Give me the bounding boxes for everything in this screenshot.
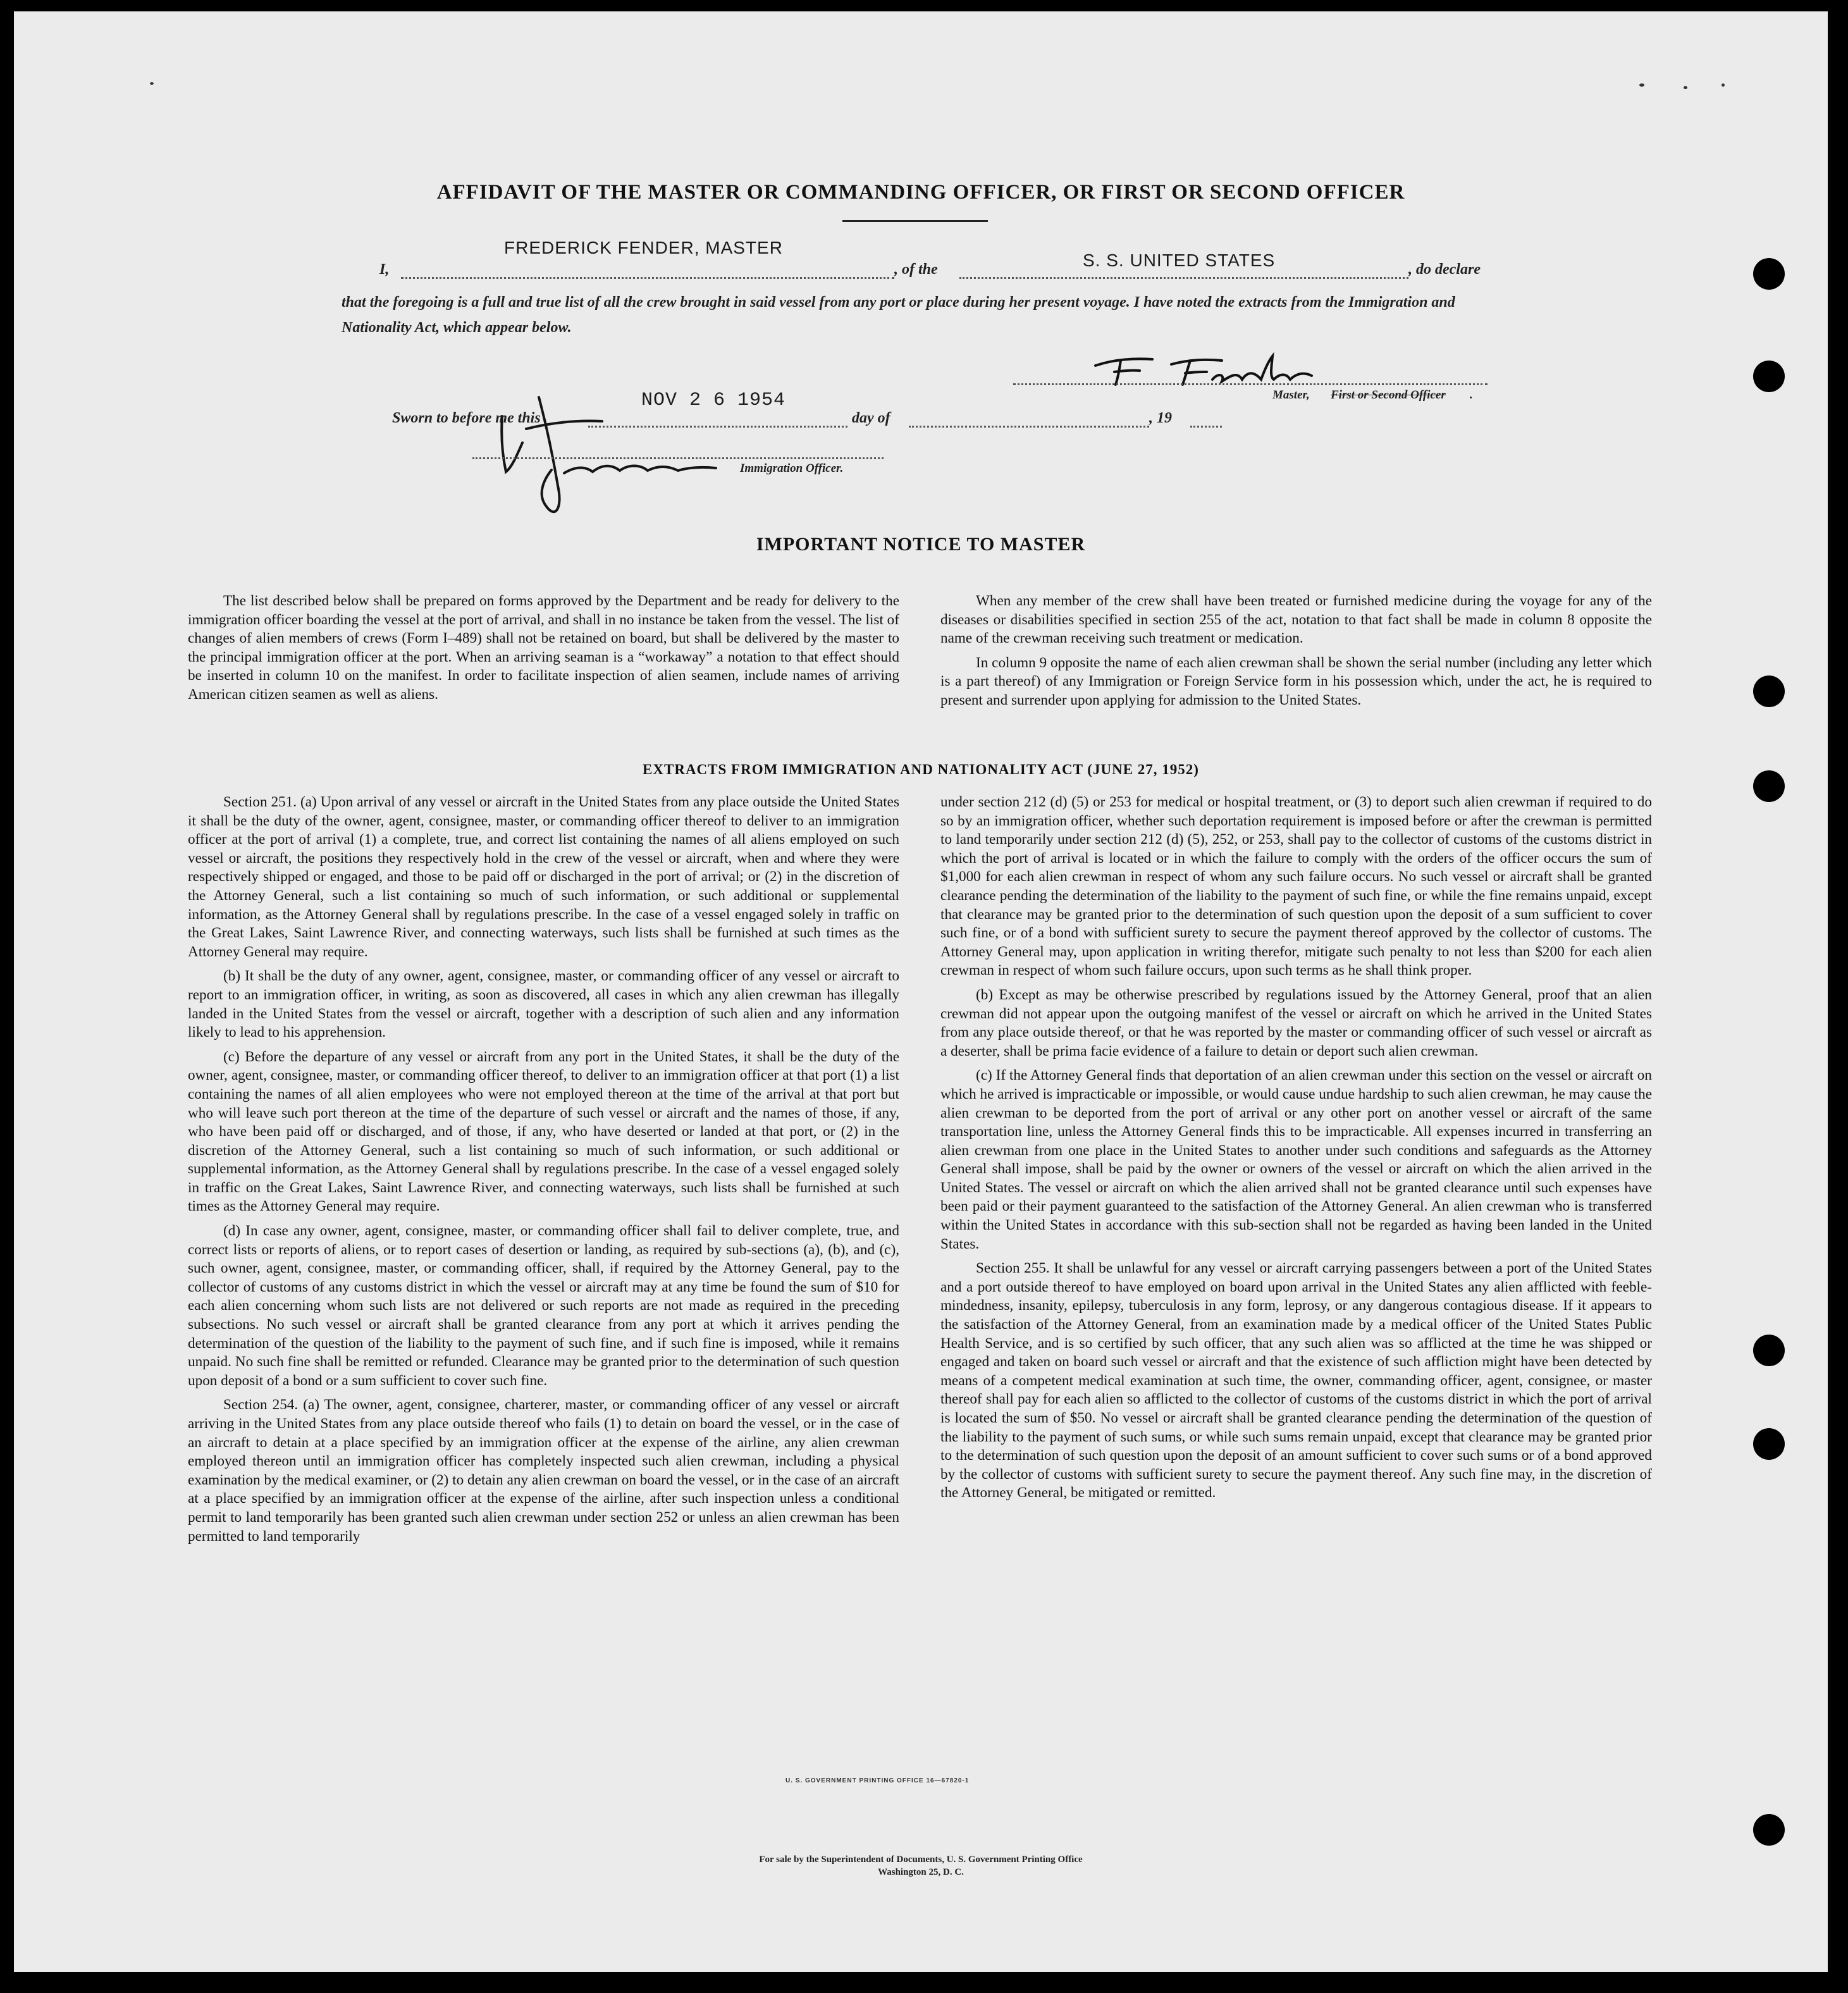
binder-hole (1753, 361, 1785, 392)
binder-hole (1753, 676, 1785, 707)
section-254-a-continued: under section 212 (d) (5) or 253 for medical or hospital treatment, or (3) to deport such alien crewman if required to do so by an immigration officer, whether such deportation requirement is imposed before or after the crewman is permitted to land temporarily under section 212 (d) (5), 252, or 253, shall pay to the collector of customs of the customs district in which the port of arrival is located or in which the failure to comply with the orders of the officer occurs the sum of $1,000 for each alien crewman in respect of whom any such failure occurs. No such vessel or aircraft shall be granted clearance pending the determination of the liability to the payment of such fine, or while the fine remains unpaid, except that clearance may be granted prior to the determination of such question upon the deposit of a sum sufficient to cover such fine, or of a bond with sufficient surety to secure the payment thereof approved by the collector of customs. The Attorney General may, upon application in writing therefor, mitigate such penalty to not less than $200 for each alien crewman in respect of whom such failure occurs, upon such terms as he shall think proper. (940, 794, 1652, 979)
day-of-label: day of (852, 410, 890, 426)
vessel-name-field: S. S. UNITED STATES (1083, 250, 1276, 270)
declaration-text: that the foregoing is a full and true list of all the crew brought in said vessel from any port or place during her present voyage. I have noted the extracts from the Immigration and Nationality Act, which appear below. (342, 294, 1455, 336)
of-the-label: , of the (894, 261, 938, 278)
section-254-a: Section 254. (a) The owner, agent, consignee, charterer, master, or commanding officer of any vessel or aircraft arriving in the United States from any place outside thereof who fails (1) to detain on board the vessel, or in the case of an aircraft to detain at a place specified by an immigration officer at the expense of the airline, any alien crewman employed thereon until an immigration officer has completely inspected such alien crewman, including a physical examination by the medical examiner, or (2) to detain any alien crewman on board the vessel, or in the case of an aircraft at a place specified by an immigration officer at the expense of the airline, after such inspection unless a conditional permit to land temporarily has been granted such alien crewman under section 252 or unless an alien crewman has been permitted to land temporarily (188, 1397, 899, 1545)
year-dotted-line (1190, 426, 1222, 428)
do-declare-label: , do declare (1408, 261, 1481, 278)
section-251-b: (b) It shall be the duty of any owner, agent, consignee, master, or commanding officer of any vessel or aircraft to report to an immigration officer, in writing, as soon as discovered, all cases in which any alien crewman has illegally landed in the United States from the vessel or aircraft, together with a description of such alien and any information likely to lead to his apprehension. (188, 968, 899, 1041)
officer-label: Immigration Officer. (740, 462, 844, 475)
binder-hole (1753, 258, 1785, 290)
year-prefix: , 19 (1149, 410, 1172, 426)
section-255: Section 255. It shall be unlawful for any vessel or aircraft carrying passengers between a port of the United States and a port outside thereof to have employed on board upon arrival in the United States any alien afflicted with feeble-mindedness, insanity, epilepsy, tuberculosis in any form, leprosy, or any dangerous contagious disease. If it appears to the satisfaction of the Attorney General, from an examination made by a medical officer of the United States Public Health Service, and is so certified by such officer, that any such alien was so afflicted at the time he was shipped or engaged and taken on board such vessel or aircraft and that the existence of such affliction might have been detected by means of a competent medical examination at such time, the owner, commanding officer, agent, consignee, or master thereof shall pay for each alien so afflicted to the collector of customs of the customs district in which the port of arrival is located the sum of $50. No vessel or aircraft shall be granted clearance pending the determination of the question of the liability to the payment of such sums, or while such sums remain unpaid, except that clearance may be granted prior to the determination of such question upon the deposit of an amount sufficient to cover such sums or of a bond approved by the collector of customs with sufficient surety to secure the payment thereof. Any such fine may, in the discretion of the Attorney General, be mitigated or remitted. (940, 1260, 1652, 1502)
section-251-d: (d) In case any owner, agent, consignee, master, or commanding officer shall fail to deliver complete, true, and correct lists or reports of aliens, or to report cases of desertion or landing, as required by sub-sections (a), (b), and (c), such owner, agent, consignee, master, or commanding officer, shall, if required by the Attorney General, pay to the collector of customs of any customs district in which the vessel or aircraft may at any time be found the sum of $10 for each alien concerning whom such lists are not delivered or such reports are not made as required in the preceding subsections. No such vessel or aircraft shall be granted clearance from any port at which it arrives pending the determination of the question of the liability to the payment of such fine, and if such fine is imposed, while it remains unpaid. No such fine shall be remitted or refunded. Clearance may be granted prior to the determination of such question upon deposit of a bond or a sum sufficient to cover such fine. (188, 1223, 899, 1389)
printing-office-line: U. S. GOVERNMENT PRINTING OFFICE 16—67820-1 (785, 1777, 970, 1784)
officer-signature-line (472, 457, 884, 459)
section-254-c: (c) If the Attorney General finds that deportation of an alien crewman under this section on the vessel or aircraft on which he arrived is impracticable or impossible, or would cause undue hardship to such alien crewman, he may cause the alien crewman to be deported from the port of arrival or any other port on another vessel or aircraft of the same transportation line, unless the Attorney General finds this to be impracticable. All expenses incurred in transferring an alien crewman from one place in the United States to another under such conditions and safeguards as the Attorney General shall impose, shall be paid by the owner or owners of the vessel or aircraft on which the alien arrived in the United States. The vessel or aircraft on which the alien arrived shall not be granted clearance until such expenses have been paid or their payment guaranteed to the satisfaction of the Attorney General. An alien crewman who is transferred within the United States in accordance with this sub-section shall not be regarded as having been landed in the United States. (940, 1067, 1652, 1252)
immigration-officer-signature (457, 378, 722, 530)
vessel-dotted-line (959, 277, 1408, 279)
notice-title: IMPORTANT NOTICE TO MASTER (756, 534, 1086, 555)
sale-notice (14, 1853, 1828, 1879)
master-name-field: FREDERICK FENDER, MASTER (504, 238, 783, 257)
name-dotted-line (401, 277, 894, 279)
speck-mark (1639, 83, 1644, 87)
section-251-a: Section 251. (a) Upon arrival of any vessel or aircraft in the United States from any place outside the United States it shall be the duty of the owner, agent, consignee, master, or commanding officer thereof to deliver to an immigration officer at the port of arrival (1) a complete, true, and correct list containing the names of all aliens employed on such vessel or aircraft, the positions they respectively hold in the crew of the vessel or aircraft, when and where they were respectively shipped or engaged, and those to be paid off or discharged in the port of arrival; or (2) in the discretion of the Attorney General, such a list containing so much of such information, or such additional or supplemental information, as the Attorney General shall by regulations prescribe. In the case of a vessel engaged solely in traffic on the Great Lakes, Saint Lawrence River, and connecting waterways, such lists shall be furnished at such times as the Attorney General may require. (188, 794, 899, 960)
binder-hole (1753, 1814, 1785, 1846)
line1-prefix: I, (379, 261, 390, 278)
master-signature-line (1013, 383, 1488, 385)
section-254-b: (b) Except as may be otherwise prescribed by regulations issued by the Attorney General, proof that an alien crewman did not appear upon the outgoing manifest of the vessel or aircraft on which he arrived in the United States from any place outside thereof, or that he was reported by the master or commanding officer of such vessel or aircraft as a deserter, shall be prima facie evidence of a failure to detain or deport such alien crewman. (940, 986, 1652, 1059)
notice-right-column (940, 592, 1652, 716)
period-mark: . (1470, 388, 1473, 402)
notice-right-paragraph: When any member of the crew shall have been treated or furnished medicine during the voyage for any of the diseases or disabilities specified in section 255 of the act, notation to that fact shall be made in column 8 opposite the name of the crewman receiving such treatment or medication. (940, 593, 1652, 647)
sworn-date-stamp: NOV 2 6 1954 (641, 390, 786, 411)
master-label: Master, (1272, 388, 1310, 402)
sworn-prefix: Sworn to before me this (392, 410, 541, 426)
month-dotted-line (909, 426, 1149, 428)
binder-hole (1753, 1428, 1785, 1460)
extracts-left-column (188, 793, 899, 1552)
speck-mark (1684, 86, 1687, 89)
section-251-c: (c) Before the departure of any vessel or aircraft from any port in the United States, it shall be the duty of the owner, agent, consignee, master, or commanding officer thereof, to deliver to an immigration officer at that port (1) a list containing the names of all alien employees who were not employed thereon at the time of the arrival at that port but who will leave such port thereon at the time of the departure of such vessel or aircraft and the names of those, if any, who have been paid off or discharged, and of those, if any, who have deserted or landed at that port, or (2) in the discretion of the Attorney General, such a list containing so much of such information, or such additional or supplemental information, as the Attorney General shall by regulations prescribe. In the case of a vessel engaged solely in traffic on the Great Lakes, Saint Lawrence River, and connecting waterways, such lists shall be furnished at such times as the Attorney General may require. (188, 1048, 899, 1215)
notice-left-column (188, 592, 899, 710)
binder-hole (1753, 1335, 1785, 1366)
sale-notice-line: Washington 25, D. C. (878, 1867, 964, 1877)
notice-left-paragraph: The list described below shall be prepared on forms approved by the Department and be ready for delivery to the immigration officer boarding the vessel at the port of arrival, and shall in no instance be taken from the vessel. The list of changes of alien members of crews (Form I–489) shall not be retained on board, but shall be delivered by the master to the principal immigration officer at the port. When an arriving seaman is a “workaway” a notation to that effect should be inserted in column 10 on the manifest. In order to facilitate inspection of alien seamen, include names of arriving American citizen seamen as well as aliens. (188, 593, 899, 703)
sale-notice-line: For sale by the Superintendent of Documents, U. S. Government Printing Office (759, 1854, 1083, 1865)
affidavit-title: AFFIDAVIT OF THE MASTER OR COMMANDING OFFICER, OR FIRST OR SECOND OFFICER (436, 181, 1405, 204)
speck-mark (1722, 83, 1725, 87)
notice-right-paragraph: In column 9 opposite the name of each alien crewman shall be shown the serial number (including any letter which is a part thereof) of any Immigration or Foreign Service form in his possession which, under the act, he is required to present and surrender upon applying for admission to the United States. (940, 654, 1652, 708)
form-page (14, 11, 1828, 1972)
struck-officer-label: First or Second Officer (1331, 388, 1446, 402)
extracts-title: EXTRACTS FROM IMMIGRATION AND NATIONALITY ACT (JUNE 27, 1952) (643, 762, 1199, 777)
title-rule (842, 220, 988, 222)
extracts-right-column (940, 793, 1652, 1509)
speck-mark (150, 82, 154, 85)
